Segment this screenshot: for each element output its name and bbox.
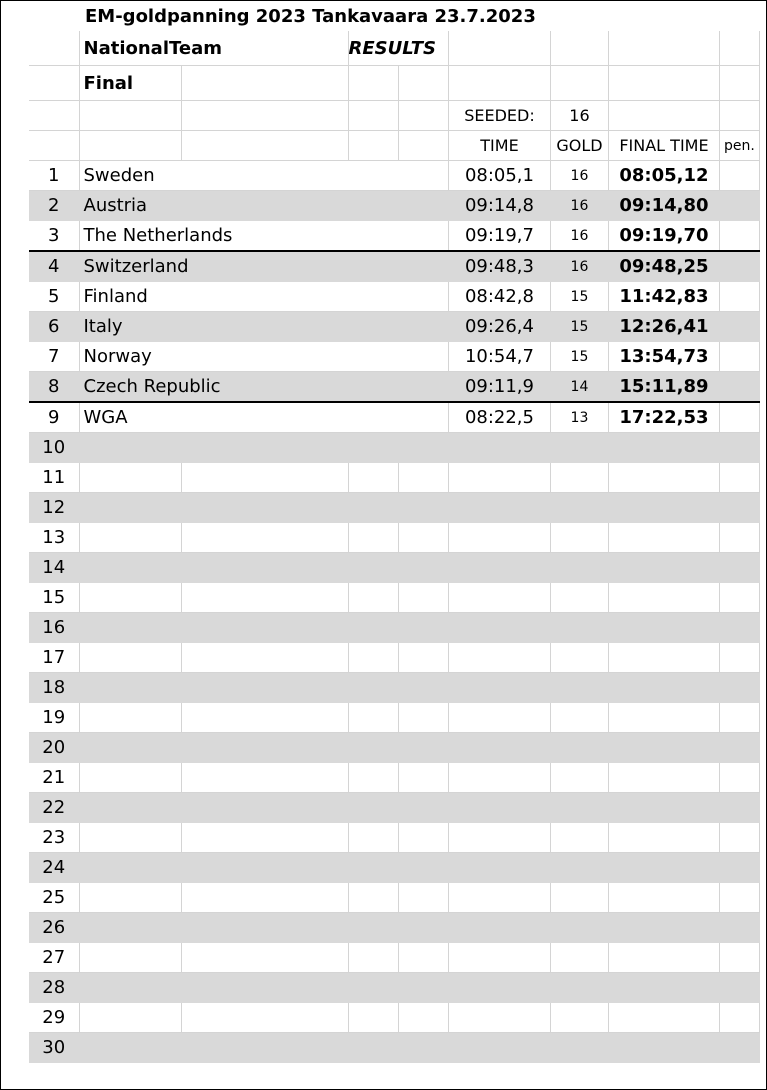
- empty-cell: [550, 523, 608, 553]
- empty-cell: [79, 853, 181, 883]
- empty-cell: [448, 733, 550, 763]
- rank-cell: 26: [29, 913, 79, 943]
- empty-cell: [398, 973, 448, 1003]
- results-label: RESULTS: [348, 31, 448, 66]
- empty-cell: [719, 793, 759, 823]
- team-label: NationalTeam: [79, 31, 348, 66]
- empty-cell: [719, 943, 759, 973]
- empty-cell: [398, 943, 448, 973]
- rank-cell: 6: [29, 312, 79, 342]
- empty-cell: [550, 613, 608, 643]
- empty-cell: [79, 673, 181, 703]
- pen-cell: [719, 342, 759, 372]
- final-time-cell: 15:11,89: [608, 372, 719, 403]
- empty-cell: [719, 733, 759, 763]
- final-row: [29, 66, 759, 101]
- empty-cell: [79, 913, 181, 943]
- rank-cell: 29: [29, 1003, 79, 1033]
- rank-cell: 25: [29, 883, 79, 913]
- col-pen: pen.: [719, 131, 759, 161]
- empty-cell: [348, 673, 398, 703]
- rank-cell: 17: [29, 643, 79, 673]
- empty-cell: [181, 913, 348, 943]
- team-cell: Switzerland: [79, 251, 448, 282]
- empty-cell: [348, 1033, 398, 1063]
- gold-cell: 15: [550, 312, 608, 342]
- pen-cell: [719, 282, 759, 312]
- empty-cell: [348, 883, 398, 913]
- table-row: [29, 733, 759, 763]
- table-row: [29, 643, 759, 673]
- empty-cell: [608, 553, 719, 583]
- table-row: [29, 221, 759, 252]
- rank-cell: 14: [29, 553, 79, 583]
- empty-cell: [608, 493, 719, 523]
- empty-cell: [181, 673, 348, 703]
- empty-cell: [181, 433, 348, 463]
- empty-cell: [79, 433, 181, 463]
- empty-cell: [608, 763, 719, 793]
- table-row: [29, 1033, 759, 1063]
- pen-cell: [719, 191, 759, 221]
- empty-cell: [348, 583, 398, 613]
- final-time-cell: 08:05,12: [608, 161, 719, 191]
- empty-cell: [398, 763, 448, 793]
- empty-cell: [719, 523, 759, 553]
- empty-cell: [181, 553, 348, 583]
- empty-cell: [608, 883, 719, 913]
- empty-cell: [398, 883, 448, 913]
- empty-cell: [398, 433, 448, 463]
- empty-cell: [608, 853, 719, 883]
- final-label: Final: [79, 66, 181, 101]
- table-row: [29, 191, 759, 221]
- empty-cell: [181, 463, 348, 493]
- table-row: [29, 853, 759, 883]
- empty-cell: [608, 703, 719, 733]
- empty-cell: [398, 733, 448, 763]
- empty-cell: [550, 1003, 608, 1033]
- empty-cell: [550, 793, 608, 823]
- empty-cell: [181, 763, 348, 793]
- time-cell: 08:42,8: [448, 282, 550, 312]
- empty-cell: [79, 583, 181, 613]
- table-row: [29, 913, 759, 943]
- empty-cell: [448, 673, 550, 703]
- empty-cell: [719, 883, 759, 913]
- empty-cell: [398, 673, 448, 703]
- empty-cell: [79, 523, 181, 553]
- title-row: [29, 1, 759, 31]
- empty-cell: [550, 883, 608, 913]
- final-time-cell: 09:14,80: [608, 191, 719, 221]
- table-row: [29, 1003, 759, 1033]
- empty-cell: [181, 853, 348, 883]
- empty-cell: [608, 523, 719, 553]
- empty-cell: [550, 973, 608, 1003]
- table-row: [29, 823, 759, 853]
- empty-cell: [181, 643, 348, 673]
- empty-cell: [719, 553, 759, 583]
- empty-cell: [448, 583, 550, 613]
- empty-cell: [719, 763, 759, 793]
- final-time-cell: 13:54,73: [608, 342, 719, 372]
- empty-cell: [448, 853, 550, 883]
- empty-cell: [181, 583, 348, 613]
- empty-cell: [550, 823, 608, 853]
- empty-cell: [550, 673, 608, 703]
- final-time-cell: 09:19,70: [608, 221, 719, 252]
- empty-cell: [719, 643, 759, 673]
- time-cell: 09:26,4: [448, 312, 550, 342]
- sheet-title: EM-goldpanning 2023 Tankavaara 23.7.2023: [85, 5, 536, 27]
- table-row: [29, 583, 759, 613]
- table-row: [29, 793, 759, 823]
- pen-cell: [719, 312, 759, 342]
- empty-cell: [608, 643, 719, 673]
- results-table: [29, 1, 760, 1063]
- empty-cell: [398, 703, 448, 733]
- empty-cell: [181, 1003, 348, 1033]
- empty-cell: [398, 1033, 448, 1063]
- empty-cell: [79, 733, 181, 763]
- empty-cell: [550, 643, 608, 673]
- empty-cell: [348, 733, 398, 763]
- column-header-row: [29, 131, 759, 161]
- empty-cell: [448, 703, 550, 733]
- empty-cell: [550, 703, 608, 733]
- empty-cell: [398, 823, 448, 853]
- final-time-cell: 17:22,53: [608, 402, 719, 433]
- empty-cell: [719, 613, 759, 643]
- empty-cell: [448, 1033, 550, 1063]
- empty-cell: [719, 1003, 759, 1033]
- empty-cell: [398, 1003, 448, 1033]
- empty-cell: [181, 703, 348, 733]
- empty-cell: [448, 1003, 550, 1033]
- empty-cell: [79, 553, 181, 583]
- rank-cell: 1: [29, 161, 79, 191]
- empty-cell: [79, 643, 181, 673]
- empty-cell: [608, 973, 719, 1003]
- table-row: [29, 251, 759, 282]
- rank-cell: 15: [29, 583, 79, 613]
- empty-cell: [79, 973, 181, 1003]
- time-cell: 09:11,9: [448, 372, 550, 403]
- seeded-row: [29, 101, 759, 131]
- empty-cell: [398, 583, 448, 613]
- gold-cell: 16: [550, 161, 608, 191]
- empty-cell: [608, 823, 719, 853]
- empty-cell: [181, 733, 348, 763]
- empty-cell: [348, 613, 398, 643]
- pen-cell: [719, 372, 759, 403]
- final-time-cell: 12:26,41: [608, 312, 719, 342]
- empty-cell: [348, 943, 398, 973]
- empty-cell: [348, 763, 398, 793]
- table-row: [29, 463, 759, 493]
- empty-cell: [348, 523, 398, 553]
- empty-cell: [608, 583, 719, 613]
- time-cell: 09:19,7: [448, 221, 550, 252]
- pen-cell: [719, 161, 759, 191]
- empty-cell: [719, 973, 759, 1003]
- empty-cell: [448, 883, 550, 913]
- rank-cell: 13: [29, 523, 79, 553]
- table-row: [29, 613, 759, 643]
- table-row: [29, 763, 759, 793]
- rank-cell: 23: [29, 823, 79, 853]
- empty-cell: [79, 883, 181, 913]
- empty-cell: [79, 763, 181, 793]
- empty-cell: [79, 823, 181, 853]
- empty-cell: [181, 793, 348, 823]
- empty-cell: [719, 433, 759, 463]
- empty-cell: [719, 1033, 759, 1063]
- empty-cell: [550, 913, 608, 943]
- table-row: [29, 312, 759, 342]
- empty-cell: [719, 493, 759, 523]
- table-row: [29, 553, 759, 583]
- table-row: [29, 493, 759, 523]
- final-time-cell: 11:42,83: [608, 282, 719, 312]
- empty-cell: [79, 943, 181, 973]
- empty-cell: [79, 793, 181, 823]
- empty-cell: [608, 673, 719, 703]
- empty-cell: [181, 943, 348, 973]
- empty-cell: [448, 433, 550, 463]
- empty-cell: [448, 943, 550, 973]
- time-cell: 09:48,3: [448, 251, 550, 282]
- empty-cell: [79, 1003, 181, 1033]
- empty-cell: [608, 433, 719, 463]
- empty-cell: [398, 913, 448, 943]
- table-row: [29, 282, 759, 312]
- empty-cell: [448, 793, 550, 823]
- time-cell: 10:54,7: [448, 342, 550, 372]
- pen-cell: [719, 402, 759, 433]
- table-row: [29, 342, 759, 372]
- empty-cell: [348, 553, 398, 583]
- empty-cell: [398, 793, 448, 823]
- seeded-label: SEEDED:: [448, 101, 550, 131]
- gold-cell: 16: [550, 191, 608, 221]
- col-time: TIME: [448, 131, 550, 161]
- rank-cell: 24: [29, 853, 79, 883]
- empty-cell: [719, 673, 759, 703]
- rank-cell: 12: [29, 493, 79, 523]
- empty-cell: [348, 703, 398, 733]
- empty-cell: [719, 823, 759, 853]
- empty-cell: [79, 703, 181, 733]
- empty-cell: [348, 493, 398, 523]
- empty-cell: [550, 763, 608, 793]
- rank-cell: 20: [29, 733, 79, 763]
- team-cell: Italy: [79, 312, 448, 342]
- rank-cell: 3: [29, 221, 79, 252]
- empty-cell: [608, 1033, 719, 1063]
- rank-cell: 27: [29, 943, 79, 973]
- pen-cell: [719, 251, 759, 282]
- empty-cell: [348, 973, 398, 1003]
- empty-cell: [608, 1003, 719, 1033]
- empty-cell: [79, 463, 181, 493]
- empty-cell: [398, 523, 448, 553]
- empty-cell: [448, 763, 550, 793]
- empty-cell: [550, 583, 608, 613]
- rank-cell: 22: [29, 793, 79, 823]
- rank-cell: 16: [29, 613, 79, 643]
- empty-cell: [181, 823, 348, 853]
- empty-cell: [550, 853, 608, 883]
- empty-cell: [550, 493, 608, 523]
- empty-cell: [348, 793, 398, 823]
- empty-cell: [448, 973, 550, 1003]
- team-cell: The Netherlands: [79, 221, 448, 252]
- empty-cell: [719, 703, 759, 733]
- empty-cell: [448, 553, 550, 583]
- empty-cell: [608, 613, 719, 643]
- gold-cell: 14: [550, 372, 608, 403]
- gold-cell: 13: [550, 402, 608, 433]
- empty-cell: [608, 913, 719, 943]
- empty-cell: [608, 793, 719, 823]
- rank-cell: 19: [29, 703, 79, 733]
- empty-cell: [181, 613, 348, 643]
- time-cell: 08:05,1: [448, 161, 550, 191]
- empty-cell: [448, 523, 550, 553]
- team-cell: Norway: [79, 342, 448, 372]
- empty-cell: [181, 1033, 348, 1063]
- table-row: [29, 673, 759, 703]
- gold-cell: 16: [550, 251, 608, 282]
- empty-cell: [550, 1033, 608, 1063]
- empty-cell: [348, 1003, 398, 1033]
- col-final-time: FINAL TIME: [608, 131, 719, 161]
- team-cell: Austria: [79, 191, 448, 221]
- col-gold: GOLD: [550, 131, 608, 161]
- pen-cell: [719, 221, 759, 252]
- empty-cell: [550, 943, 608, 973]
- table-row: [29, 523, 759, 553]
- empty-cell: [550, 433, 608, 463]
- empty-cell: [448, 613, 550, 643]
- table-row: [29, 943, 759, 973]
- empty-cell: [181, 493, 348, 523]
- table-row: [29, 161, 759, 191]
- rank-cell: 8: [29, 372, 79, 403]
- empty-cell: [550, 463, 608, 493]
- rank-cell: 5: [29, 282, 79, 312]
- empty-cell: [398, 613, 448, 643]
- empty-cell: [348, 823, 398, 853]
- rank-cell: 18: [29, 673, 79, 703]
- empty-cell: [448, 913, 550, 943]
- rank-cell: 30: [29, 1033, 79, 1063]
- empty-cell: [550, 733, 608, 763]
- seeded-value: 16: [550, 101, 608, 131]
- empty-cell: [398, 493, 448, 523]
- table-row: [29, 973, 759, 1003]
- time-cell: 09:14,8: [448, 191, 550, 221]
- empty-cell: [79, 613, 181, 643]
- empty-cell: [181, 973, 348, 1003]
- gold-cell: 16: [550, 221, 608, 252]
- table-row: [29, 883, 759, 913]
- empty-cell: [348, 853, 398, 883]
- table-row: [29, 402, 759, 433]
- rank-cell: 7: [29, 342, 79, 372]
- rank-cell: 10: [29, 433, 79, 463]
- table-row: [29, 372, 759, 403]
- gold-cell: 15: [550, 282, 608, 312]
- empty-cell: [79, 493, 181, 523]
- rank-cell: 4: [29, 251, 79, 282]
- empty-cell: [448, 823, 550, 853]
- team-header-row: [29, 31, 759, 66]
- empty-cell: [719, 583, 759, 613]
- team-cell: Finland: [79, 282, 448, 312]
- empty-cell: [448, 463, 550, 493]
- empty-cell: [719, 853, 759, 883]
- empty-cell: [448, 643, 550, 673]
- rank-cell: 11: [29, 463, 79, 493]
- gold-cell: 15: [550, 342, 608, 372]
- empty-cell: [348, 643, 398, 673]
- empty-cell: [348, 913, 398, 943]
- team-cell: WGA: [79, 402, 448, 433]
- empty-cell: [608, 943, 719, 973]
- empty-cell: [79, 1033, 181, 1063]
- empty-cell: [398, 463, 448, 493]
- empty-cell: [448, 493, 550, 523]
- rank-cell: 21: [29, 763, 79, 793]
- empty-cell: [181, 523, 348, 553]
- empty-cell: [550, 553, 608, 583]
- empty-cell: [719, 463, 759, 493]
- rank-cell: 9: [29, 402, 79, 433]
- table-row: [29, 433, 759, 463]
- empty-cell: [181, 883, 348, 913]
- team-cell: Czech Republic: [79, 372, 448, 403]
- empty-cell: [348, 463, 398, 493]
- rank-cell: 2: [29, 191, 79, 221]
- table-row: [29, 703, 759, 733]
- empty-cell: [398, 853, 448, 883]
- empty-cell: [608, 733, 719, 763]
- time-cell: 08:22,5: [448, 402, 550, 433]
- empty-cell: [608, 463, 719, 493]
- empty-cell: [348, 433, 398, 463]
- empty-cell: [719, 913, 759, 943]
- empty-cell: [398, 553, 448, 583]
- team-cell: Sweden: [79, 161, 448, 191]
- empty-cell: [398, 643, 448, 673]
- final-time-cell: 09:48,25: [608, 251, 719, 282]
- rank-cell: 28: [29, 973, 79, 1003]
